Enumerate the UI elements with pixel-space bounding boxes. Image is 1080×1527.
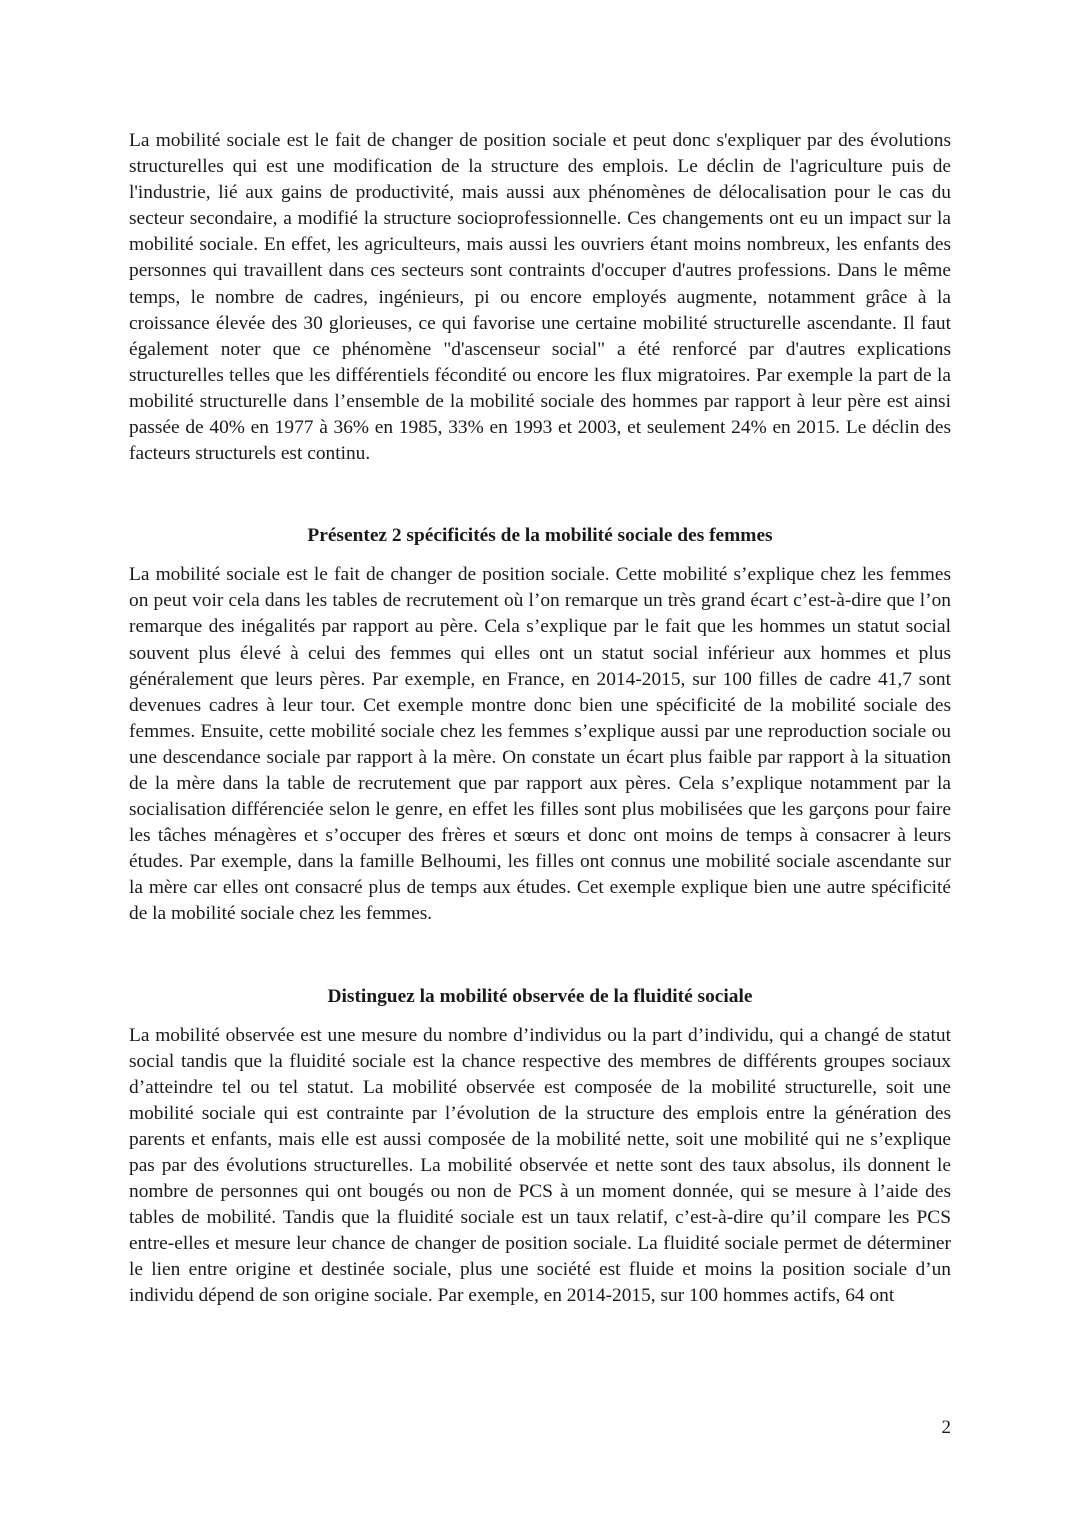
heading-women-mobility: Présentez 2 spécificités de la mobilité sociale des femmes [307,525,773,547]
document-page [129,128,951,1310]
paragraph-observed-vs-fluidity: La mobilité observée est une mesure du nombre d’individus ou la part d’individu, qui a changé de statut social tandis que la fluidité sociale est la chance respective des membres de différents groupes sociaux d’atteindre tel ou tel statut. La mobilité observée est composée de la mobilité structurelle, soit une mobilité sociale qui est contrainte par l’évolution de la structure des emplois entre la génération des parents et enfants, mais elle est aussi composée de la mobilité nette, soit une mobilité qui ne s’explique pas par des évolutions structurelles. La mobilité observée et nette sont des taux absolus, ils donnent le nombre de personnes qui ont bougés ou non de PCS à un moment donnée, qui se mesure à l’aide des tables de mobilité. Tandis que la fluidité sociale est un taux relatif, c’est-à-dire qu’il compare les PCS entre-elles et mesure leur chance de changer de position sociale. La fluidité sociale permet de déterminer le lien entre origine et destinée sociale, plus une société est fluide et moins la position sociale d’un individu dépend de son origine sociale. Par exemple, en 2014-2015, sur 100 hommes actifs, 64 ont [129,1024,951,1307]
paragraph-women-mobility: La mobilité sociale est le fait de changer de position sociale. Cette mobilité s’explique chez les femmes on peut voir cela dans les tables de recrutement où l’on remarque un très grand écart c’est-à-dire que l’on remarque des inégalités par rapport au père. Cela s’explique par le fait que les hommes un statut social souvent plus élevé à celui des femmes qui elles ont un statut social inférieur aux hommes et plus généralement que leurs pères. Par exemple, en France, en 2014-2015, sur 100 filles de cadre 41,7 sont devenues cadres à leur tour. Cet exemple montre donc bien une spécificité de la mobilité sociale des femmes. Ensuite, cette mobilité sociale chez les femmes s’explique aussi par une reproduction sociale ou une descendance sociale par rapport à la mère. On constate un écart plus faible par rapport à la situation de la mère dans la table de recrutement que par rapport aux pères. Cela s’explique notamment par la socialisation différenciée selon le genre, en effet les filles sont plus mobilisées que les garçons pour faire les tâches ménagères et s’occuper des frères et sœurs et donc ont moins de temps à consacrer à leurs études. Par exemple, dans la famille Belhoumi, les filles ont connus une mobilité sociale ascendante sur la mère car elles ont consacré plus de temps aux études. Cet exemple explique bien une autre spécificité de la mobilité sociale chez les femmes. [129,564,951,925]
page-number: 2 [941,1417,951,1438]
heading-observed-vs-fluidity: Distinguez la mobilité observée de la fluidité sociale [327,985,753,1007]
paragraph-structural-mobility: La mobilité sociale est le fait de changer de position sociale et peut donc s'expliquer par des évolutions structurelles qui est une modification de la structure des emplois. Le déclin de l'agriculture puis de l'industrie, lié aux gains de productivité, mais aussi aux phénomènes de délocalisation pour le cas du secteur secondaire, a modifié la structure socioprofessionnelle. Ces changements ont eu un impact sur la mobilité sociale. En effet, les agriculteurs, mais aussi les ouvriers étant moins nombreux, les enfants des personnes qui travaillent dans ces secteurs sont contraints d'occuper d'autres professions. Dans le même temps, le nombre de cadres, ingénieurs, pi ou encore employés augmente, notamment grâce à la croissance élevée des 30 glorieuses, ce qui favorise une certaine mobilité structurelle ascendante. Il faut également noter que ce phénomène "d'ascenseur social" a été renforcé par d'autres explications structurelles telles que les différentiels fécondité ou encore les flux migratoires. Par exemple la part de la mobilité structurelle dans l’ensemble de la mobilité sociale des hommes par rapport à leur père est ainsi passée de 40% en 1977 à 36% en 1985, 33% en 1993 et 2003, et seulement 24% en 2015. Le déclin des facteurs structurels est continu. [129,130,951,465]
